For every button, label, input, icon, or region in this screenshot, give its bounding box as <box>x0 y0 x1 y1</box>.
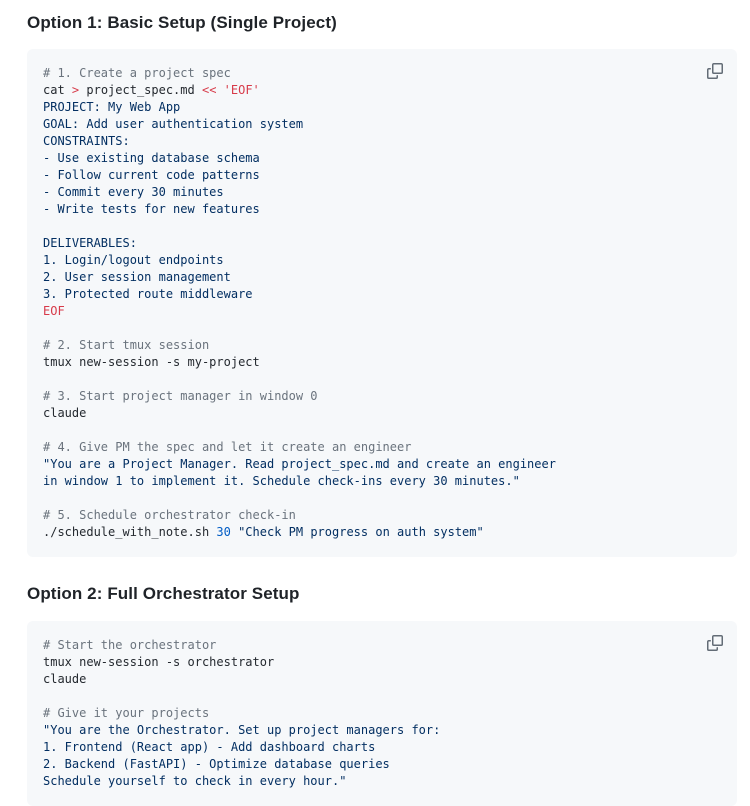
code-block-option-2 <box>27 621 737 806</box>
code-content <box>43 637 721 790</box>
code-line: # 5. Schedule orchestrator check-in <box>43 508 296 523</box>
copy-icon <box>707 635 723 651</box>
code-line: # Give it your projects <box>43 705 210 720</box>
code-line: ./schedule_with_note.sh 30 "Check PM progress on auth system" <box>43 525 484 540</box>
code-line: in window 1 to implement it. Schedule check-ins every 30 minutes." <box>43 474 520 489</box>
code-line: EOF <box>43 304 65 319</box>
code-line: "You are the Orchestrator. Set up project managers for: <box>43 722 441 737</box>
code-line <box>43 371 721 388</box>
section-heading-option-1: Option 1: Basic Setup (Single Project) <box>27 13 337 32</box>
code-line: - Use existing database schema <box>43 151 260 166</box>
code-line <box>43 218 721 235</box>
code-line: # 4. Give PM the spec and let it create an engineer <box>43 440 412 455</box>
code-line <box>43 688 721 705</box>
code-line: - Commit every 30 minutes <box>43 185 224 200</box>
code-line: claude <box>43 671 87 686</box>
code-line: GOAL: Add user authentication system <box>43 117 304 132</box>
code-line: 2. Backend (FastAPI) - Optimize database queries <box>43 756 390 771</box>
code-line <box>43 490 721 507</box>
code-line: claude <box>43 406 87 421</box>
copy-icon <box>707 63 723 79</box>
code-line: 2. User session management <box>43 270 231 285</box>
code-line: tmux new-session -s orchestrator <box>43 654 275 669</box>
section-heading-option-2: Option 2: Full Orchestrator Setup <box>27 584 300 604</box>
code-line: DELIVERABLES: <box>43 236 137 251</box>
copy-button[interactable] <box>701 629 729 657</box>
code-line: # Start the orchestrator <box>43 637 217 652</box>
code-line: cat > project_spec.md << 'EOF' <box>43 83 260 98</box>
code-line <box>43 320 721 337</box>
code-line: PROJECT: My Web App <box>43 100 181 115</box>
code-line: CONSTRAINTS: <box>43 134 130 149</box>
code-line: Schedule yourself to check in every hour." <box>43 773 347 788</box>
code-line: - Follow current code patterns <box>43 168 260 183</box>
code-block-option-1 <box>27 49 737 557</box>
code-line: # 1. Create a project spec <box>43 66 231 81</box>
code-content <box>43 65 721 541</box>
code-line: "You are a Project Manager. Read project_spec.md and create an engineer <box>43 457 556 472</box>
code-line: # 2. Start tmux session <box>43 338 210 353</box>
code-line: # 3. Start project manager in window 0 <box>43 389 318 404</box>
code-line: 3. Protected route middleware <box>43 287 253 302</box>
code-line: tmux new-session -s my-project <box>43 355 260 370</box>
code-line: 1. Frontend (React app) - Add dashboard charts <box>43 739 376 754</box>
code-line: 1. Login/logout endpoints <box>43 253 224 268</box>
code-line <box>43 422 721 439</box>
copy-button[interactable] <box>701 57 729 85</box>
code-line: - Write tests for new features <box>43 202 260 217</box>
